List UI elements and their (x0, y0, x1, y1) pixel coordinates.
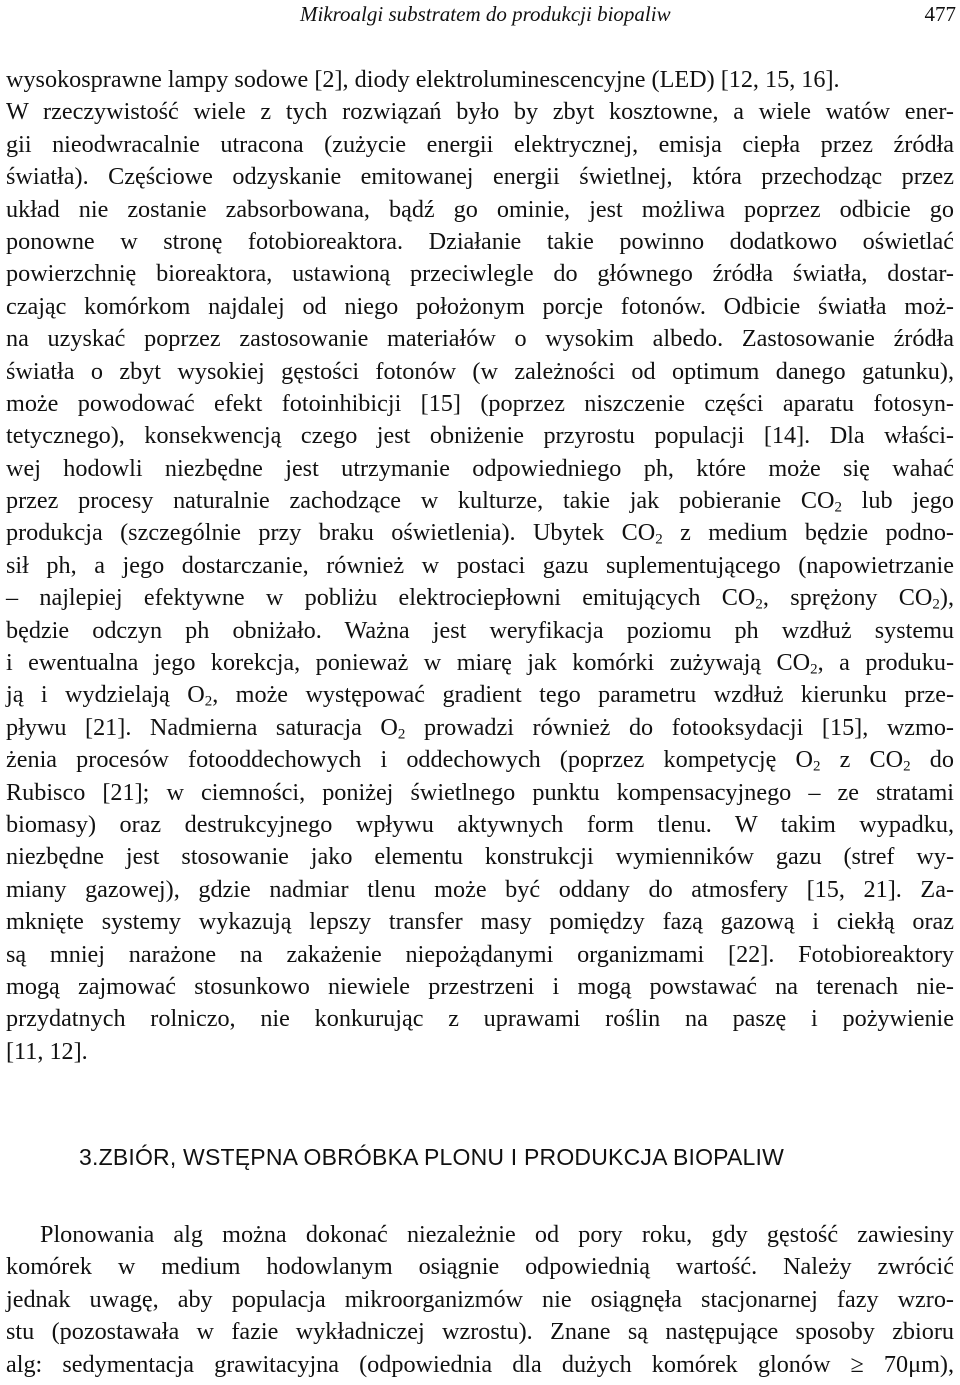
text-line: i ewentualna jego korekcja, ponieważ w miarę jak komórki zużywają $CO_2$, a produku- (6, 649, 954, 678)
text-line: będzie odczyn ph obniżało. Ważna jest weryfikacja poziomu ph wzdłuż systemu (6, 616, 954, 644)
text-line: – najlepiej efektywne w pobliżu elektrociepłowni emitujących $CO_2$, sprężony $CO_2$), (6, 584, 954, 613)
text-line: miany gazowej), gdzie nadmiar tlenu może być oddany do atmosfery [15, 21]. Za- (6, 875, 954, 903)
running-title: Mikroalgi substratem do produkcji biopaliw (300, 2, 671, 26)
text-line: czając komórkom najdalej od niego położonym porcje fotonów. Odbicie światła moż- (6, 292, 954, 320)
text-line: układ nie zostanie zabsorbowana, bądź go ominie, jest możliwa poprzez odbicie go (6, 195, 954, 223)
text-line: Rubisco [21]; w ciemności, poniżej świetlnego punktu kompensacyjnego – ze stratami (6, 778, 954, 806)
text-line: pływu [21]. Nadmierna saturacja $O_2$ prowadzi również do fotooksydacji [15], wzmo- (6, 713, 954, 743)
text-line: żenia procesów fotooddechowych i oddechowych (poprzez kompetycję $O_2$ z $CO_2$ do (6, 746, 954, 775)
text-line: [11, 12]. (6, 1037, 88, 1065)
text-line: sił ph, a jego dostarczanie, również w postaci gazu suplementującego (napowietrzanie (6, 551, 954, 579)
text-line: są mniej narażone na zakażenie niepożądanymi organizmami [22]. Fotobioreaktory (6, 940, 954, 968)
text-line: ją i wydzielają $O_2$, może występować gradient tego parametru wzdłuż kierunku prze- (6, 681, 954, 710)
text-line: komórek w medium hodowlanym osiągnie odpowiednią wartość. Należy zwrócić (6, 1253, 954, 1281)
text-line: alg: sedymentacja grawitacyjna (odpowiednia dla dużych komórek glonów ≥ 70μm), (6, 1350, 954, 1378)
text-line: gii nieodwracalnie utracona (zużycie energii elektrycznej, emisja ciepła przez źródła (6, 130, 954, 158)
page-number: 477 (924, 2, 956, 26)
text-line: Plonowania alg można dokonać niezależnie od pory roku, gdy gęstość zawiesiny (40, 1221, 954, 1248)
text-line: światła). Częściowe odzyskanie emitowanej energii świetlnej, która przechodząc przez (6, 163, 954, 191)
text-line: wysokosprawne lampy sodowe [2], diody elektroluminescencyjne (LED) [12, 15, 16]. (6, 66, 840, 93)
text-line: jednak uwagę, aby populacja mikroorganizmów nie osiągnęła stacjonarnej fazy wzro- (6, 1285, 954, 1313)
section-heading: 3.ZBIÓR, WSTĘPNA OBRÓBKA PLONU I PRODUKCJA BIOPALIW (79, 1144, 785, 1170)
text-line: przez procesy naturalnie zachodzące w kulturze, takie jak pobieranie $CO_2$ lub jego (6, 487, 954, 516)
text-line: może powodować efekt fotoinhibicji [15] (poprzez niszczenie części aparatu fotosyn- (6, 389, 954, 417)
text-line: wej hodowli niezbędne jest utrzymanie odpowiedniego ph, które może się wahać (6, 454, 954, 482)
text-line: biomasy) oraz destrukcyjnego wpływu aktywnych form tlenu. W takim wypadku, (6, 810, 954, 838)
text-line: mknięte systemy wykazują lepszy transfer masy pomiędzy fazą gazową i ciekłą oraz (6, 908, 954, 936)
text-line: W rzeczywistość wiele z tych rozwiązań było by zbyt kosztowne, a wiele watów ener- (6, 98, 954, 126)
text-line: powierzchnię bioreaktora, ustawioną przeciwlegle do głównego źródła światła, dostar- (6, 260, 954, 288)
text-line: światła o zbyt wysokiej gęstości fotonów (w zależności od optimum danego gatunku), (6, 357, 954, 385)
text-line: mogą zajmować stosunkowo niewiele przestrzeni i mogą powstawać na terenach nie- (6, 972, 954, 1000)
text-line: produkcja (szczególnie przy braku oświetlenia). Ubytek $CO_2$ z medium będzie podno- (6, 519, 954, 548)
body-paragraph (6, 1219, 954, 1381)
text-line: ponowne w stronę fotobioreaktora. Działanie takie powinno dodatkowo oświetlać (6, 227, 954, 255)
text-line: stu (pozostawała w fazie wykładniczej wzrostu). Znane są następujące sposoby zbioru (6, 1318, 954, 1346)
text-line: niezbędne jest stosowanie jako elementu konstrukcji wymienników gazu (stref wy- (6, 843, 954, 871)
text-line: przydatnych rolniczo, nie konkurując z uprawami roślin na paszę i pożywienie (6, 1005, 954, 1033)
body-paragraph (6, 64, 954, 1068)
text-line: tetycznego), konsekwencją czego jest obniżenie przyrostu populacji [14]. Dla właści- (6, 422, 954, 450)
text-line: na uzyskać poprzez zastosowanie materiałów o wysokim albedo. Zastosowanie źródła (6, 325, 954, 353)
